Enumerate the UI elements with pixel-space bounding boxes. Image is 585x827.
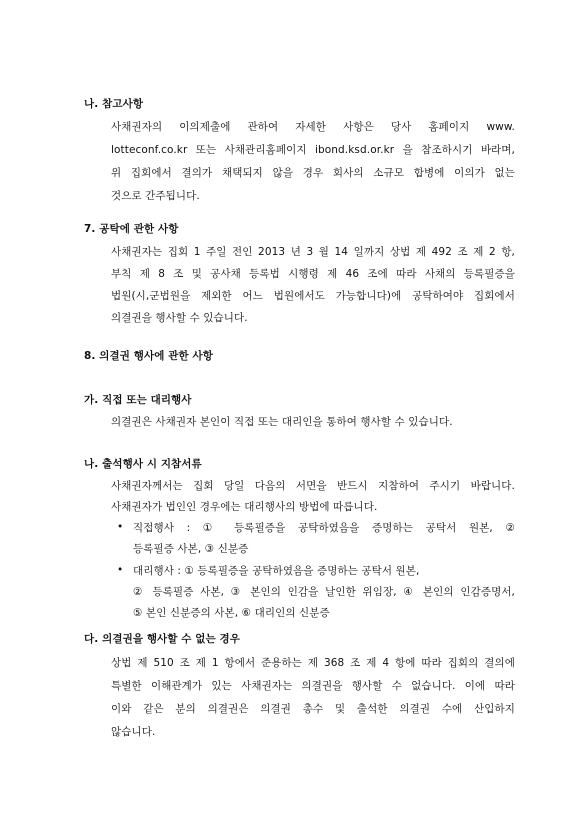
section-heading-cannot-vote: 다. 의결권을 행사할 수 없는 경우 bbox=[84, 633, 241, 645]
paragraph-line: 사채권자는 집회 1 주일 전인 2013 년 3 월 14 일까지 상법 제 492 조 제 2 항, bbox=[111, 246, 515, 258]
section-heading-direct: 가. 직접 또는 대리행사 bbox=[84, 394, 192, 406]
paragraph-line: 법원(시,군법원을 제외한 어느 법원에서도 가능합니다)에 공탁하여야 집회에서 bbox=[111, 290, 515, 302]
paragraph-line: 것으로 간주됩니다. bbox=[111, 190, 200, 202]
paragraph-line: 이와 같은 분의 의결권은 의결권 총수 및 출석한 의결권 수에 산입하지 bbox=[111, 703, 515, 715]
paragraph-line: 상법 제 510 조 제 1 항에서 준용하는 제 368 조 제 4 항에 따라 집회의 결의에 bbox=[111, 657, 515, 669]
bullet-icon: • bbox=[117, 521, 124, 533]
paragraph-line: 사채권자가 법인인 경우에는 대리행사의 방법에 따릅니다. bbox=[111, 501, 378, 513]
paragraph-line: 부칙 제 8 조 및 공사채 등록법 시행령 제 46 조에 따라 사채의 등록필증을 bbox=[111, 268, 515, 280]
section-heading-deposit: 7. 공탁에 관한 사항 bbox=[84, 223, 179, 235]
section-heading-documents: 나. 출석행사 시 지참서류 bbox=[84, 458, 202, 470]
paragraph-line: 특별한 이해관계가 있는 사채권자는 의결권을 행사할 수 없습니다. 이에 따라 bbox=[111, 680, 515, 692]
paragraph-line: 않습니다. bbox=[111, 726, 156, 738]
section-heading-voting: 8. 의결권 행사에 관한 사항 bbox=[84, 350, 213, 362]
paragraph-line: lotteconf.co.kr 또는 사채관리홈페이지 ibond.ksd.or.kr 을 참조하시기 바라며, bbox=[111, 144, 515, 156]
paragraph-line: 사채권자의 이의제출에 관하여 자세한 사항은 당사 홈페이지 www. bbox=[111, 121, 515, 133]
bullet-line: ⑤ 본인 신분증의 사본, ⑥ 대리인의 신분증 bbox=[133, 607, 330, 619]
bullet-line: 등록필증 사본, ③ 신분증 bbox=[133, 543, 249, 555]
paragraph-line: 의결권은 사채권자 본인이 직접 또는 대리인을 통하여 행사할 수 있습니다. bbox=[111, 416, 453, 428]
bullet-line: 대리행사 : ① 등록필증을 공탁하였음을 증명하는 공탁서 원본, bbox=[133, 565, 420, 577]
paragraph-line: 위 집회에서 결의가 채택되지 않을 경우 회사의 소규모 합병에 이의가 없는 bbox=[111, 167, 515, 179]
paragraph-line: 사채권자께서는 집회 당일 다음의 서면을 반드시 지참하여 주시기 바랍니다. bbox=[111, 480, 515, 492]
section-heading-reference: 나. 참고사항 bbox=[84, 98, 144, 110]
bullet-line: 직접행사 : ① 등록필증을 공탁하였음을 증명하는 공탁서 원본, ② bbox=[133, 522, 515, 534]
paragraph-line: 의결권을 행사할 수 있습니다. bbox=[111, 312, 248, 324]
bullet-icon: • bbox=[117, 564, 124, 576]
bullet-line: ② 등록필증 사본, ③ 본인의 인감을 날인한 위임장, ④ 본인의 인감증명서, bbox=[133, 586, 515, 598]
